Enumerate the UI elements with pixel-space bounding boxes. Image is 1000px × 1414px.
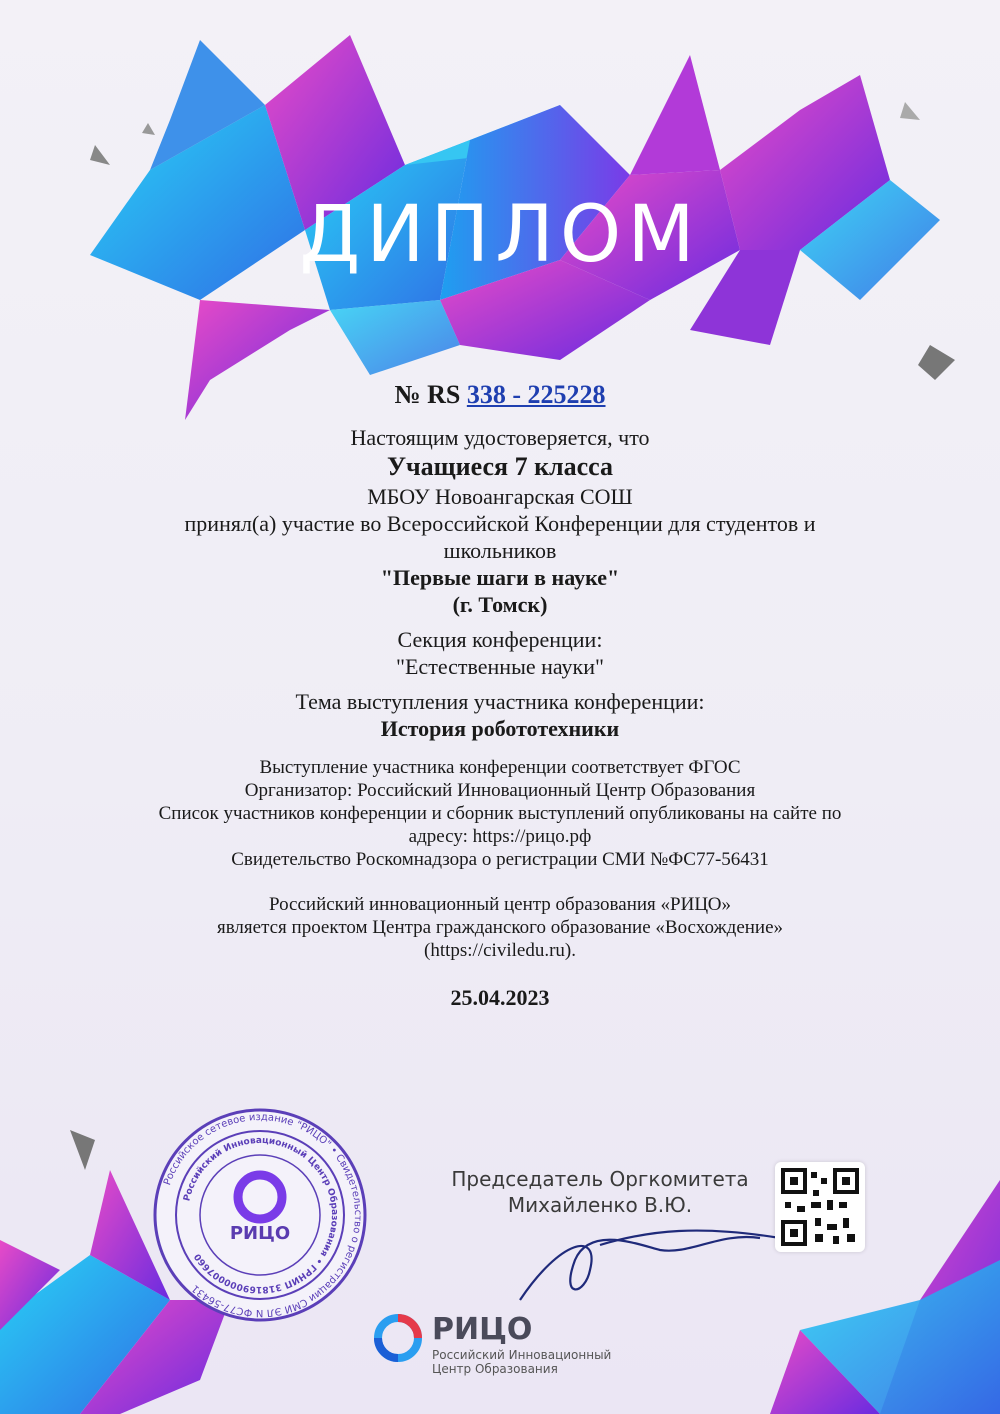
participation-line-1: принял(а) участие во Всероссийской Конференции для студентов и <box>184 511 816 536</box>
number-link[interactable]: 338 - 225228 <box>466 380 606 409</box>
diploma-number <box>150 380 850 410</box>
signer-block <box>440 1166 760 1218</box>
logo-name: РИЦО <box>432 1312 533 1347</box>
info-line: Организатор: Российский Инновационный Центр Образования <box>244 780 756 801</box>
project-line: Российский инновационный центр образования «РИЦО» <box>268 894 732 915</box>
project-line: является проектом Центра гражданского образование «Восхождение» <box>216 917 784 938</box>
conference-city: (г. Томск) <box>452 592 548 617</box>
certificate-body <box>150 380 850 1011</box>
rico-logo <box>370 1310 650 1380</box>
info-line: адресу: https://рицо.рф <box>408 826 592 847</box>
logo-subtitle-line: Российский Инновационный <box>432 1348 612 1362</box>
school: МБОУ Новоангарская СОШ <box>367 484 633 509</box>
project-line: (https://civiledu.ru). <box>424 940 576 961</box>
organization-stamp <box>150 1105 370 1325</box>
info-line: Список участников конференции и сборник выступлений опубликованы на сайте по <box>158 803 842 824</box>
section-label: Секция конференции: <box>397 627 603 652</box>
recipient: Учащиеся 7 класса <box>386 452 614 481</box>
participation-line-2: школьников <box>443 538 557 563</box>
stamp-seal-graphic <box>150 1105 370 1325</box>
info-block <box>150 756 850 871</box>
stamp-center-label: РИЦО <box>229 1223 291 1244</box>
topic-value: История робототехники <box>380 716 620 741</box>
qr-code-icon <box>775 1162 865 1252</box>
signer-name: Михайленко В.Ю. <box>507 1193 693 1217</box>
svg-text:Российский Инновационный Центр: Российский Инновационный Центр Образования • ГРНИП 318169000007660 <box>182 1135 340 1295</box>
section-value: "Естественные науки" <box>396 654 604 679</box>
logo-subtitle <box>432 1348 662 1376</box>
info-line: Свидетельство Роскомнадзора о регистрации СМИ №ФС77-56431 <box>231 849 769 870</box>
svg-text:Российское сетевое издание "РИ: Российское сетевое издание "РИЦО" • Свидетельство о регистрации СМИ ЭЛ N ФС77-56431 <box>162 1111 364 1319</box>
issue-date: 25.04.2023 <box>450 985 550 1010</box>
topic-label: Тема выступления участника конференции: <box>295 689 705 714</box>
qr-code[interactable] <box>775 1162 865 1252</box>
diploma-title: ДИПЛОМ <box>299 190 701 280</box>
number-prefix: № RS <box>394 380 461 409</box>
project-block <box>150 893 850 962</box>
certify-text: Настоящим удостоверяется, что <box>350 425 650 450</box>
signer-role: Председатель Оргкомитета <box>451 1167 749 1191</box>
conference-name: "Первые шаги в науке" <box>380 565 620 590</box>
info-line: Выступление участника конференции соответствует ФГОС <box>259 757 741 778</box>
rico-logo-icon <box>370 1310 426 1366</box>
logo-subtitle-line: Центр Образования <box>432 1362 558 1376</box>
